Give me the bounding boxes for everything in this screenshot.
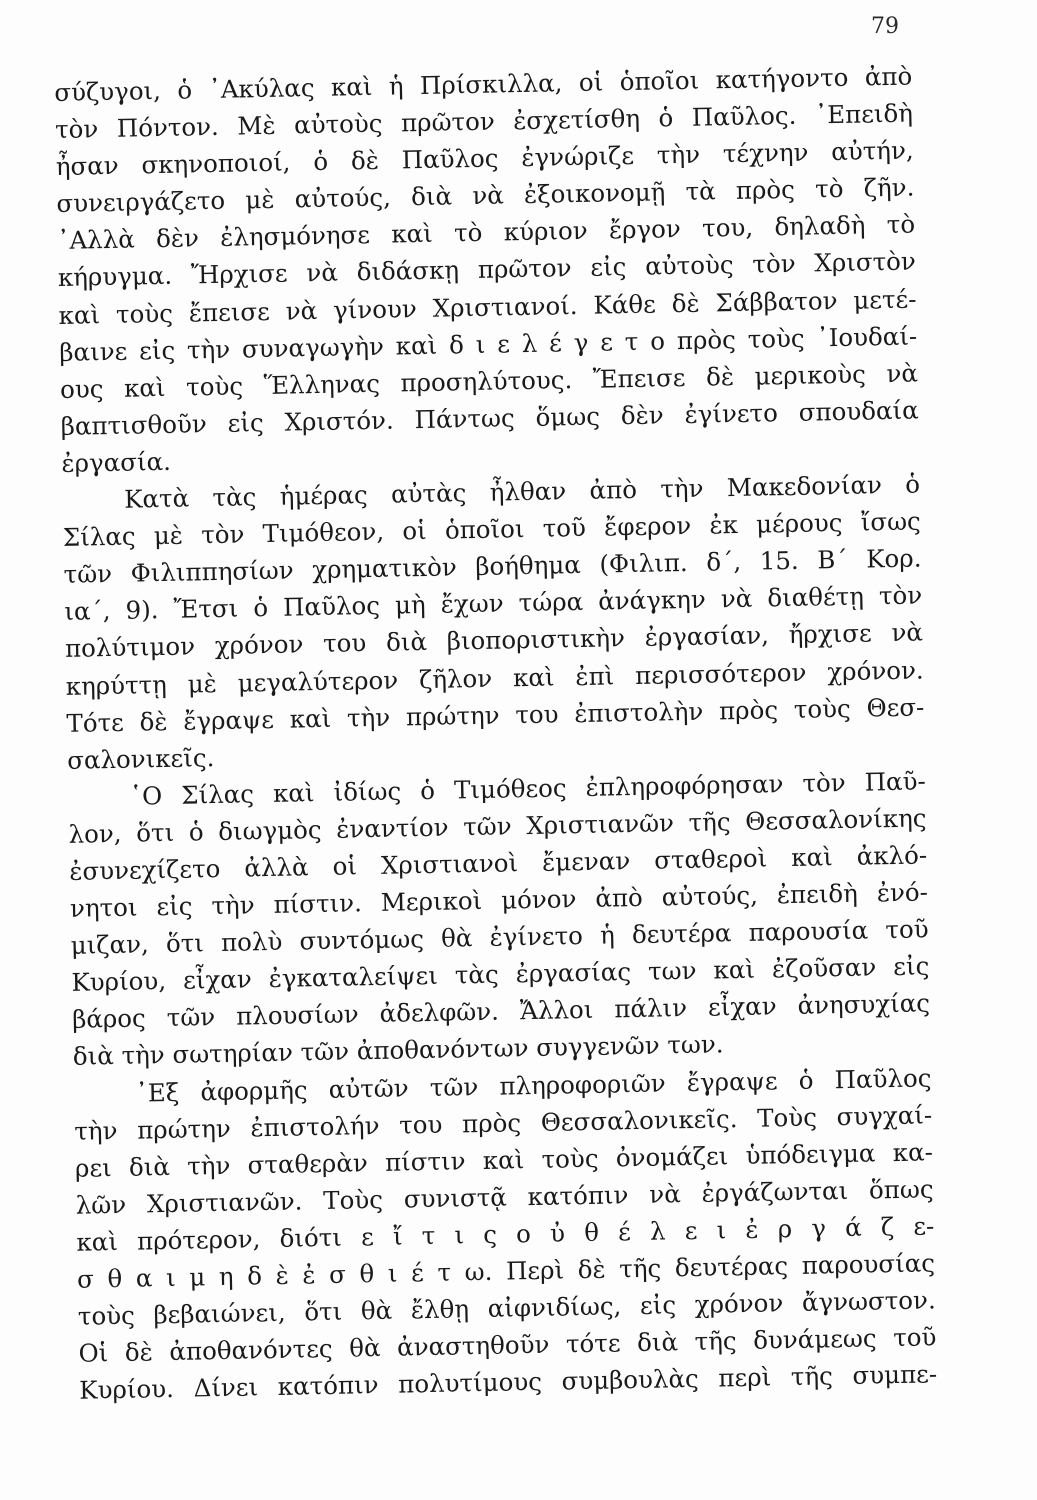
text-line: ρει διὰ τὴν σταθερὰν πίστιν καὶ τοὺς ὀνομάζει ὑπόδειγμα κα- — [74, 1137, 934, 1183]
text-line: καὶ τοὺς ἔπεισε νὰ γίνουν Χριστιανοί. Κάθε δὲ Σάββατον μετέ- — [58, 284, 917, 330]
text-line: τὸν Πόντον. Μὲ αὐτοὺς πρῶτον ἐσχετίσθη ὁ Παῦλος. ᾿Επειδὴ — [54, 98, 914, 145]
text-line: διὰ τὴν σωτηρίαν τῶν ἀποθανόντων συγγενῶν των. — [72, 1029, 724, 1072]
text-line: ἐσυνεχίζετο ἀλλὰ οἱ Χριστιανοὶ ἔμεναν σταθεροὶ καὶ ἀκλό- — [69, 840, 928, 886]
text-line: μιζαν, ὅτι πολὺ συντόμως θὰ ἐγίνετο ἡ δευτέρα παρουσία τοῦ — [70, 914, 929, 960]
text-line: ἦσαν σκηνοποιοί, ὁ δὲ Παῦλος ἐγνώριζε τὴν τέχνην αὐτήν, — [55, 135, 914, 182]
text-line: κηρύττῃ μὲ μεγαλύτερον ζῆλον καὶ ἐπὶ περισσότερον χρόνον. — [65, 654, 924, 701]
text-line: συνειργάζετο μὲ αὐτούς, διὰ νὰ ἐξοικονομῇ τὰ πρὸς τὸ ζῆν. — [56, 172, 915, 219]
text-line: κήρυγμα. Ἤρχισε νὰ διδάσκῃ πρῶτον εἰς αὐτοὺς τὸν Χριστὸν — [57, 246, 917, 293]
text-line: τοὺς βεβαιώνει, ὅτι θὰ ἔλθῃ αἰφνιδίως, εἰς χρόνον ἄγνωστον. — [77, 1285, 936, 1331]
text-line: βαινε εἰς τὴν συναγωγὴν καὶ δ ι ε λ έ γ ε τ ο πρὸς τοὺς ᾿Ιουδαί- — [59, 321, 918, 367]
text-line: νητοι εἰς τὴν πίστιν. Μερικοὶ μόνον ἀπὸ αὐτούς, ἐπειδὴ ἐνό- — [69, 877, 929, 923]
text-line: σαλονικεῖς. — [66, 742, 215, 775]
text-line: λον, ὅτι ὁ διωγμὸς ἐναντίον τῶν Χριστιανῶν τῆς Θεσσαλονίκης — [68, 803, 927, 849]
text-line: πολύτιμον χρόνον του διὰ βιοποριστικὴν ἐργασίαν, ἤρχισε νὰ — [64, 617, 924, 664]
text-line: Κατὰ τὰς ἡμέρας αὐτὰς ἦλθαν ἀπὸ τὴν Μακεδονίαν ὁ — [123, 469, 921, 514]
text-line: τῶν Φιλιππησίων χρηματικὸν βοήθημα (Φιλιπ. δ΄, 15. Β΄ Κορ. — [63, 543, 922, 590]
text-line: τὴν πρώτην ἐπιστολήν του πρὸς Θεσσαλονικεῖς. Τοὺς συγχαί- — [74, 1099, 933, 1146]
text-line: Σίλας μὲ τὸν Τιμόθεον, οἱ ὁποῖοι τοῦ ἔφερον ἐκ μέρους ἴσως — [62, 506, 922, 553]
text-line: Τότε δὲ ἔγραψε καὶ τὴν πρώτην του ἐπιστολὴν πρὸς τοὺς Θεσ- — [66, 692, 925, 738]
text-line: ᾿Εξ ἀφορμῆς αὐτῶν τῶν πληροφοριῶν ἔγραψε ὁ Παῦλος — [135, 1062, 932, 1108]
text-line: βάρος τῶν πλουσίων ἀδελφῶν. Ἄλλοι πάλιν εἶχαν ἀνησυχίας — [71, 988, 931, 1035]
text-line: σύζυγοι, ὁ ᾿Ακύλας καὶ ἡ Πρίσκιλλα, οἱ ὁποῖοι κατήγοντο ἀπὸ — [54, 61, 913, 107]
text-line: βαπτισθοῦν εἰς Χριστόν. Πάντως ὅμως δὲν ἐγίνετο σπουδαία — [60, 395, 919, 441]
text-line: λῶν Χριστιανῶν. Τοὺς συνιστᾷ κατόπιν νὰ ἐργάζωνται ὅπως — [75, 1174, 934, 1220]
text-line: Κυρίου, εἶχαν ἐγκαταλείψει τὰς ἐργασίας των καὶ ἐζοῦσαν εἰς — [71, 951, 930, 998]
text-line: ους καὶ τοὺς Ἕλληνας προσηλύτους. Ἔπεισε δὲ μερικοὺς νὰ — [59, 358, 919, 404]
text-line: ᾿Αλλὰ δὲν ἐλησμόνησε καὶ τὸ κύριον ἔργον του, δηλαδὴ τὸ — [56, 209, 916, 256]
text-line: Οἱ δὲ ἀποθανόντες θὰ ἀναστηθοῦν τότε διὰ τῆς δυνάμεως τοῦ — [78, 1322, 937, 1368]
body-text — [54, 58, 937, 1410]
text-line: Κυρίου. Δίνει κατόπιν πολυτίμους συμβουλὰς περὶ τῆς συμπε- — [79, 1359, 938, 1406]
text-line: ἐργασία. — [61, 446, 172, 478]
text-line: καὶ πρότερον, διότι ε ἴ τ ι ς ο ὐ θ έ λ ε ι ἐ ρ γ ά ζ ε- — [76, 1211, 935, 1257]
text-line: ῾Ο Σίλας καὶ ἰδίως ὁ Τιμόθεος ἐπληροφόρησαν τὸν Παῦ- — [129, 766, 927, 811]
text-line: ια΄, 9). Ἔτσι ὁ Παῦλος μὴ ἔχων τώρα ἀνάγκην νὰ διαθέτῃ τὸν — [64, 580, 923, 627]
page-number: 79 — [871, 14, 899, 39]
text-line: σ θ α ι μ η δ ὲ ἐ σ θ ι έ τ ω. Περὶ δὲ τῆς δευτέρας παρουσίας — [76, 1248, 936, 1294]
